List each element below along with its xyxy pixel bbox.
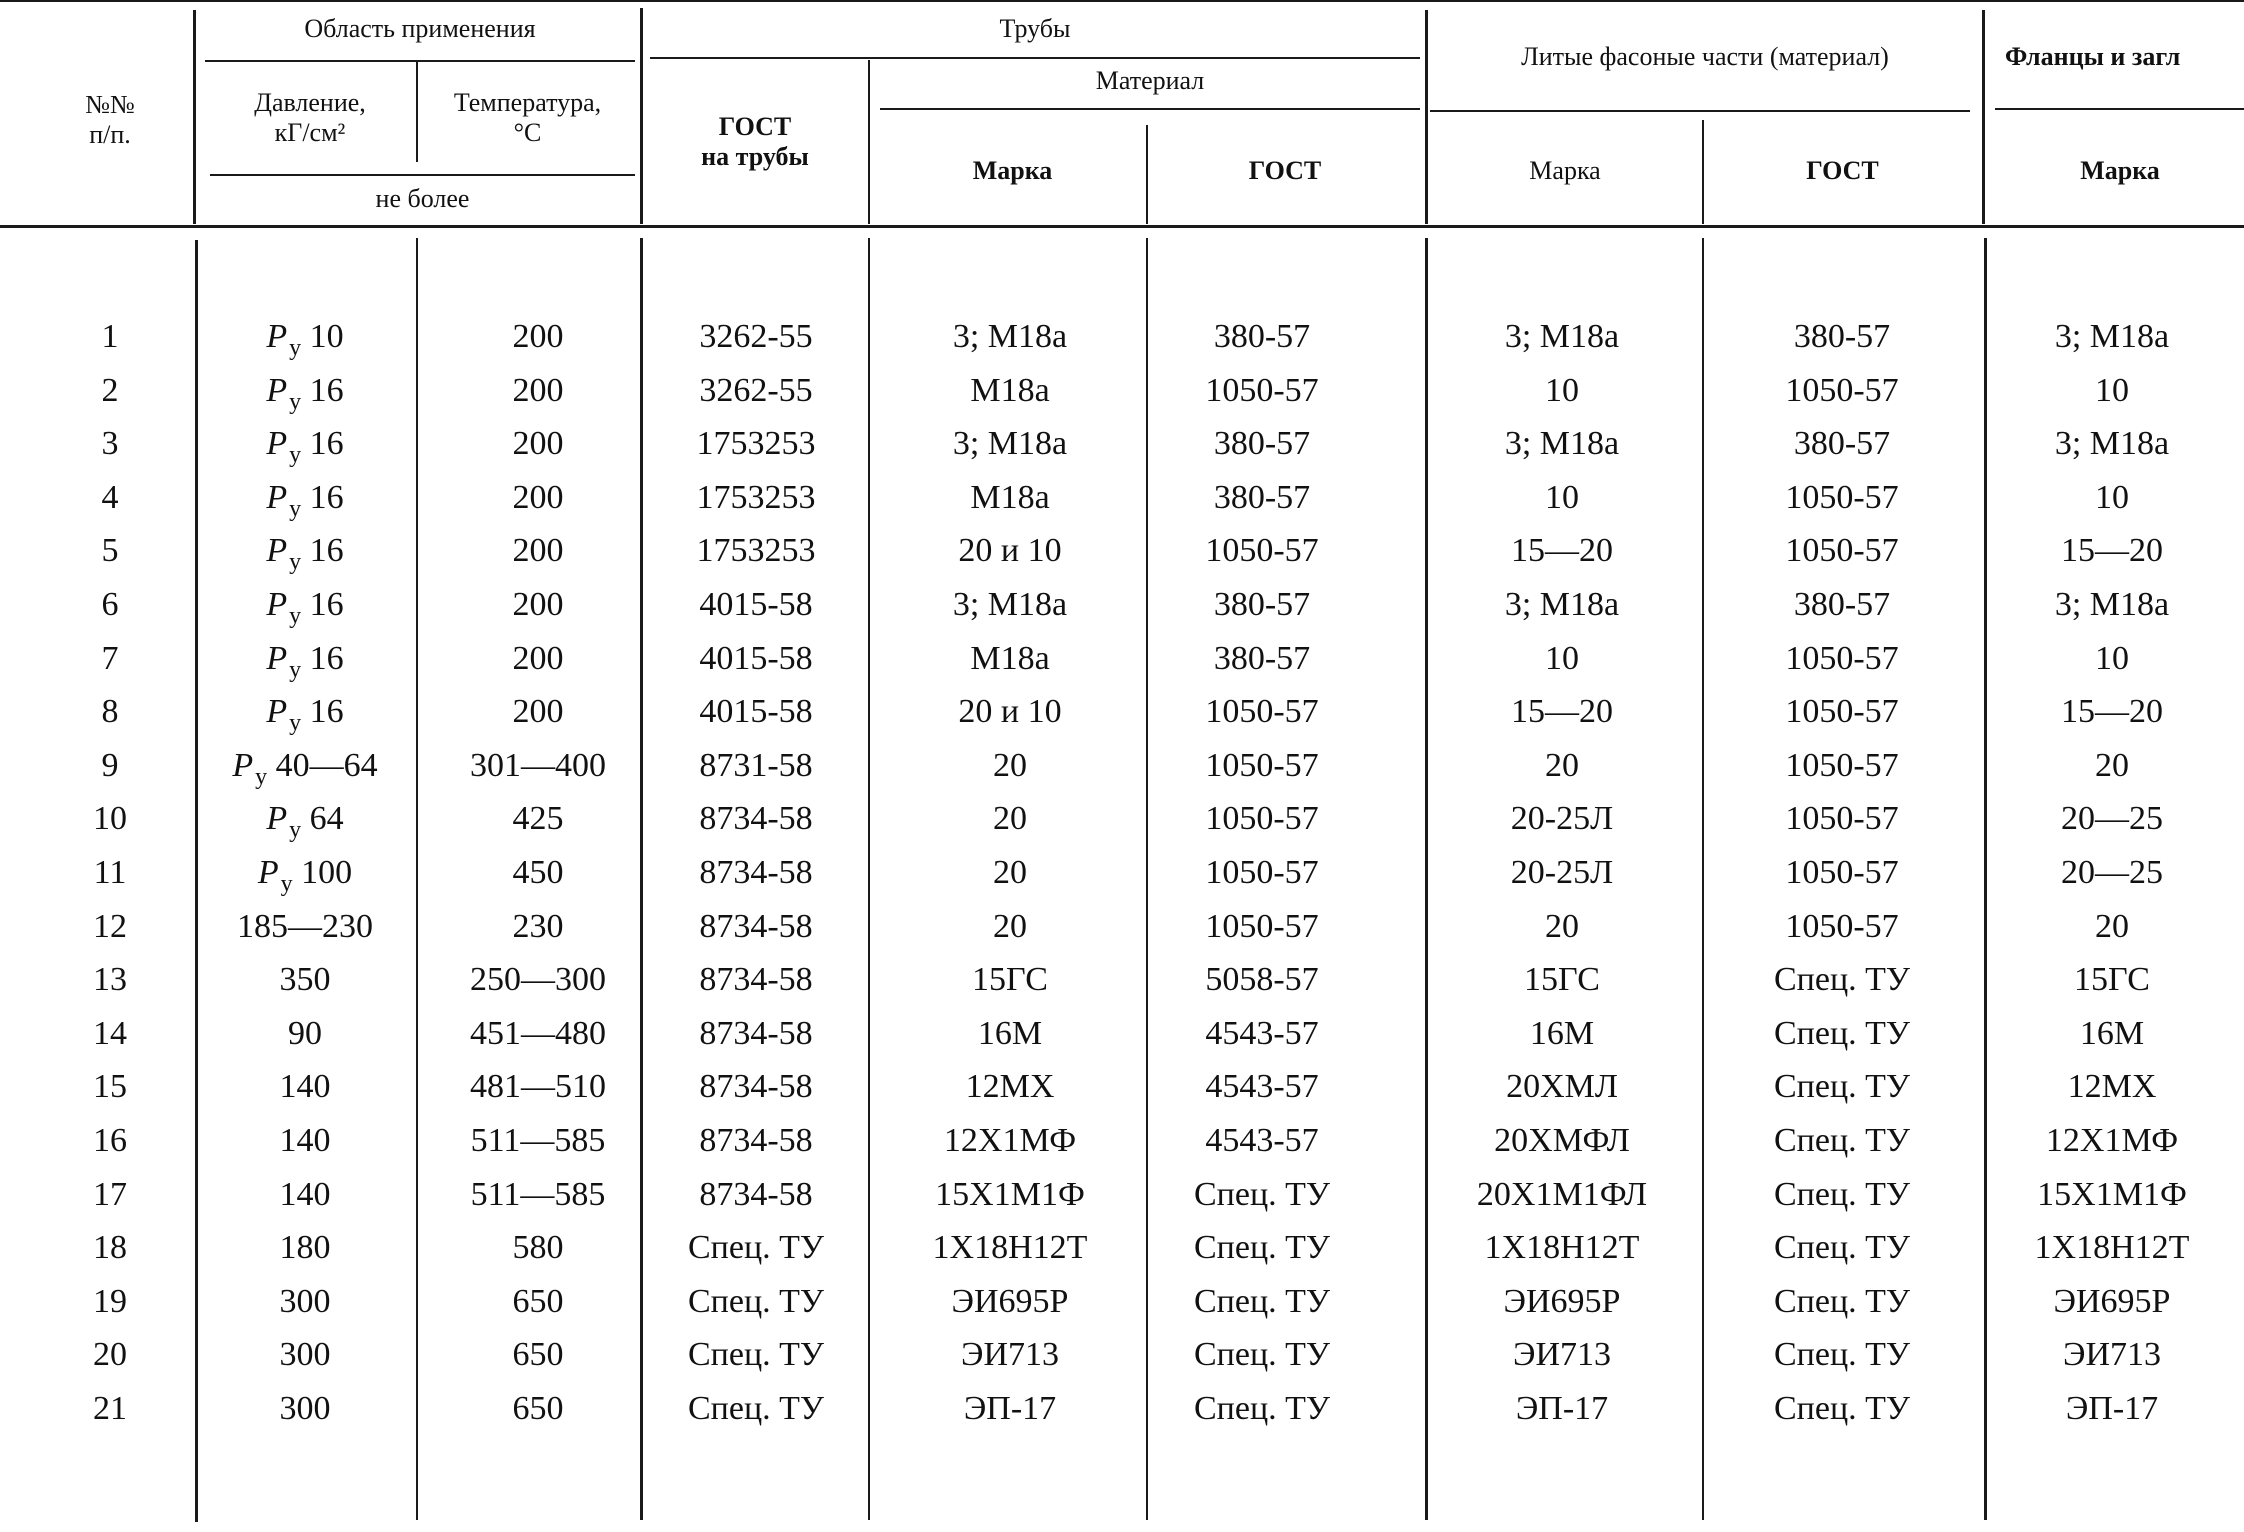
material-gost-cell: 4543-57 <box>1205 1068 1319 1105</box>
flange-mark-cell: 10 <box>2095 640 2129 677</box>
material-gost-cell: 1050-57 <box>1205 908 1319 945</box>
pressure-cell <box>266 425 344 468</box>
pressure-cell <box>266 640 344 683</box>
cast-gost-cell: 380-57 <box>1793 425 1891 462</box>
pipe-gost-cell: 3262-55 <box>699 372 813 409</box>
cast-gost-cell: 1050-57 <box>1785 372 1899 409</box>
material-mark-cell: ЭИ695Р <box>951 1283 1069 1320</box>
material-mark-cell: М18а <box>970 640 1050 677</box>
cast-mark-cell: 20ХМФЛ <box>1494 1122 1630 1159</box>
pressure-subscript: у <box>289 335 302 361</box>
temperature-cell: 200 <box>512 586 564 623</box>
material-mark-cell: М18а <box>970 479 1050 516</box>
flange-mark-cell: 12Х1МФ <box>2045 1122 2179 1159</box>
pressure-subscript: у <box>289 603 302 629</box>
cast-mark-cell: 15—20 <box>1511 532 1613 569</box>
pressure-value: 16 <box>301 532 344 569</box>
flange-mark-cell: 20 <box>2095 747 2129 784</box>
col-divider-7 <box>1982 10 1985 224</box>
pressure-value: 100 <box>292 854 353 891</box>
col-divider-pressure <box>416 62 418 162</box>
temperature-cell: 200 <box>512 479 564 516</box>
temperature-cell: 580 <box>512 1229 564 1266</box>
body-col-divider-7 <box>1702 238 1704 1520</box>
flange-mark-cell: 3; М18а <box>2054 586 2170 623</box>
flange-mark-cell: 20—25 <box>2061 800 2163 837</box>
material-gost-cell: Спец. ТУ <box>1194 1390 1330 1427</box>
body-col-divider-3 <box>640 238 643 1520</box>
cast-gost-cell: Спец. ТУ <box>1774 1068 1910 1105</box>
pressure-subscript: у <box>289 657 302 683</box>
pipe-gost-cell: 4015-58 <box>699 640 813 677</box>
flange-mark-cell: 3; М18а <box>2054 318 2170 355</box>
pipe-gost-cell: 8731-58 <box>699 747 813 784</box>
temperature-cell: 511—585 <box>470 1176 606 1213</box>
pressure-cell: 300 <box>279 1336 331 1373</box>
flange-mark-cell: ЭП-17 <box>2065 1390 2159 1427</box>
row-number: 11 <box>93 854 127 891</box>
material-mark-cell: 15ГС <box>972 961 1048 998</box>
body-col-divider-8 <box>1984 238 1987 1520</box>
pressure-value: 16 <box>301 586 344 623</box>
cast-gost-cell: 1050-57 <box>1785 479 1899 516</box>
temperature-cell: 451—480 <box>470 1015 606 1052</box>
header-mark: Марка <box>972 156 1053 185</box>
pressure-cell <box>266 800 344 843</box>
temperature-cell: 250—300 <box>470 961 606 998</box>
body-col-divider-2 <box>416 238 418 1520</box>
cast-gost-cell: Спец. ТУ <box>1774 1229 1910 1266</box>
area-underline <box>205 60 635 62</box>
pipe-gost-cell: 8734-58 <box>699 800 813 837</box>
row-number: 9 <box>101 747 119 784</box>
cast-mark-cell: 15—20 <box>1511 693 1613 730</box>
material-mark-cell: 12МХ <box>965 1068 1055 1105</box>
pressure-symbol: P <box>266 532 288 569</box>
material-mark-cell: 16М <box>977 1015 1043 1052</box>
header-num: №№ п/п. <box>85 90 135 149</box>
body-col-divider-6 <box>1425 238 1428 1520</box>
temperature-cell: 200 <box>512 318 564 355</box>
pressure-symbol: P <box>266 479 288 516</box>
temperature-cell: 481—510 <box>470 1068 606 1105</box>
material-gost-cell: Спец. ТУ <box>1194 1283 1330 1320</box>
header-area: Область применения <box>304 14 536 43</box>
temperature-cell: 200 <box>512 640 564 677</box>
header-pressure: Давление, кГ/см² <box>254 88 366 147</box>
cast-mark-cell: 10 <box>1545 372 1579 409</box>
cast-mark-cell: 20 <box>1545 747 1579 784</box>
pipe-gost-cell: Спец. ТУ <box>688 1229 824 1266</box>
cast-gost-cell: Спец. ТУ <box>1774 1015 1910 1052</box>
material-underline <box>880 108 1420 110</box>
material-gost-cell: 380-57 <box>1213 425 1311 462</box>
header-material: Материал <box>1095 66 1205 95</box>
material-gost-cell: 380-57 <box>1213 479 1311 516</box>
pressure-value: 10 <box>301 318 344 355</box>
body-col-divider-4 <box>868 238 870 1520</box>
pressure-subscript: у <box>289 496 302 522</box>
pipe-gost-cell: 1753253 <box>696 479 816 516</box>
temperature-cell: 425 <box>512 800 564 837</box>
pressure-symbol: P <box>266 800 288 837</box>
cast-gost-cell: 1050-57 <box>1785 693 1899 730</box>
cast-mark-cell: 20ХМЛ <box>1506 1068 1618 1105</box>
pressure-cell: 140 <box>279 1068 331 1105</box>
flange-mark-cell: 15—20 <box>2061 693 2163 730</box>
flange-mark-cell: 10 <box>2095 372 2129 409</box>
pressure-subscript: у <box>280 871 293 897</box>
material-mark-cell: 20 <box>993 800 1027 837</box>
material-gost-cell: 4543-57 <box>1205 1015 1319 1052</box>
pressure-value: 16 <box>301 640 344 677</box>
cast-mark-cell: 1Х18Н12Т <box>1484 1229 1640 1266</box>
pipe-gost-cell: 1753253 <box>696 532 816 569</box>
pressure-cell: 90 <box>288 1015 322 1052</box>
row-number: 3 <box>101 425 119 462</box>
temperature-cell: 650 <box>512 1283 564 1320</box>
pressure-cell <box>266 586 344 629</box>
pipe-gost-cell: 1753253 <box>696 425 816 462</box>
cast-mark-cell: 3; М18а <box>1504 318 1620 355</box>
flange-mark-cell: 1Х18Н12Т <box>2034 1229 2190 1266</box>
pressure-value: 16 <box>301 425 344 462</box>
pressure-cell <box>266 318 344 361</box>
row-number: 17 <box>93 1176 127 1213</box>
cast-mark-cell: ЭИ695Р <box>1503 1283 1621 1320</box>
pressure-cell <box>266 372 344 415</box>
pressure-value: 16 <box>301 693 344 730</box>
pressure-value: 16 <box>301 479 344 516</box>
cast-gost-cell: 1050-57 <box>1785 908 1899 945</box>
header-flanges: Фланцы и загл <box>2005 42 2181 71</box>
pressure-cell: 180 <box>279 1229 331 1266</box>
row-number: 20 <box>93 1336 127 1373</box>
pipe-gost-cell: 8734-58 <box>699 1068 813 1105</box>
pressure-cell <box>266 479 344 522</box>
col-divider-4 <box>1146 125 1148 224</box>
temperature-cell: 200 <box>512 532 564 569</box>
cast-mark-cell: 3; М18а <box>1504 425 1620 462</box>
row-number: 21 <box>93 1390 127 1427</box>
flange-mark-cell: 20—25 <box>2061 854 2163 891</box>
col-divider-3 <box>868 60 870 224</box>
pressure-symbol: P <box>266 372 288 409</box>
temperature-cell: 450 <box>512 854 564 891</box>
pressure-subscript: у <box>289 817 302 843</box>
pipe-gost-cell: Спец. ТУ <box>688 1283 824 1320</box>
cast-mark-cell: ЭП-17 <box>1515 1390 1609 1427</box>
temperature-cell: 650 <box>512 1390 564 1427</box>
row-number: 8 <box>101 693 119 730</box>
cast-gost-cell: 1050-57 <box>1785 747 1899 784</box>
flange-mark-cell: 15—20 <box>2061 532 2163 569</box>
row-number: 4 <box>101 479 119 516</box>
row-number: 12 <box>93 908 127 945</box>
row-number: 19 <box>93 1283 127 1320</box>
header-flange-mark: Марка <box>2080 156 2160 185</box>
material-gost-cell: 4543-57 <box>1205 1122 1319 1159</box>
pressure-subscript: у <box>255 764 268 790</box>
flange-mark-cell: 20 <box>2095 908 2129 945</box>
pressure-cell: 140 <box>279 1176 331 1213</box>
cast-gost-cell: 380-57 <box>1793 318 1891 355</box>
cast-mark-cell: 15ГС <box>1524 961 1600 998</box>
flange-mark-cell: 15ГС <box>2074 961 2150 998</box>
pressure-symbol: P <box>257 854 279 891</box>
header-gost-pipe: ГОСТ на трубы <box>701 112 809 171</box>
cast-underline <box>1430 110 1970 112</box>
material-gost-cell: Спец. ТУ <box>1194 1176 1330 1213</box>
body-col-divider-5 <box>1146 238 1148 1520</box>
material-gost-cell: 5058-57 <box>1205 961 1319 998</box>
pipe-gost-cell: Спец. ТУ <box>688 1390 824 1427</box>
pipe-gost-cell: 8734-58 <box>699 1122 813 1159</box>
pipe-gost-cell: 4015-58 <box>699 586 813 623</box>
cast-gost-cell: Спец. ТУ <box>1774 1283 1910 1320</box>
flange-mark-cell: 15Х1М1Ф <box>2037 1176 2187 1213</box>
material-gost-cell: Спец. ТУ <box>1194 1336 1330 1373</box>
cast-mark-cell: 10 <box>1545 640 1579 677</box>
cast-gost-cell: Спец. ТУ <box>1774 1176 1910 1213</box>
temperature-cell: 511—585 <box>470 1122 606 1159</box>
row-number: 18 <box>93 1229 127 1266</box>
row-number: 16 <box>93 1122 127 1159</box>
temperature-cell: 200 <box>512 693 564 730</box>
material-gost-cell: 1050-57 <box>1205 693 1319 730</box>
pressure-subscript: у <box>289 389 302 415</box>
material-gost-cell: Спец. ТУ <box>1194 1229 1330 1266</box>
pressure-symbol: P <box>266 640 288 677</box>
flange-mark-cell: 10 <box>2095 479 2129 516</box>
cast-mark-cell: 20-25Л <box>1510 800 1614 837</box>
cast-gost-cell: Спец. ТУ <box>1774 1336 1910 1373</box>
header-gost: ГОСТ <box>1248 156 1322 185</box>
material-gost-cell: 380-57 <box>1213 586 1311 623</box>
material-gost-cell: 1050-57 <box>1205 854 1319 891</box>
flange-mark-cell: 16М <box>2079 1015 2145 1052</box>
header-pipes: Трубы <box>999 14 1071 43</box>
cast-mark-cell: 3; М18а <box>1504 586 1620 623</box>
temperature-cell: 200 <box>512 425 564 462</box>
pipe-gost-cell: 8734-58 <box>699 961 813 998</box>
row-number: 1 <box>101 318 119 355</box>
pressure-symbol: P <box>232 747 254 784</box>
flange-mark-cell: 12МХ <box>2067 1068 2157 1105</box>
pressure-cell: 300 <box>279 1390 331 1427</box>
row-number: 10 <box>93 800 127 837</box>
header-temperature: Температура, °С <box>453 88 602 147</box>
header-bottom-rule <box>0 225 2244 228</box>
pressure-cell: 140 <box>279 1122 331 1159</box>
not-more-overline <box>210 174 635 176</box>
col-divider-6 <box>1702 120 1704 224</box>
row-number: 13 <box>93 961 127 998</box>
material-gost-cell: 1050-57 <box>1205 372 1319 409</box>
material-gost-cell: 380-57 <box>1213 640 1311 677</box>
material-mark-cell: М18а <box>970 372 1050 409</box>
pipe-gost-cell: Спец. ТУ <box>688 1336 824 1373</box>
material-mark-cell: 20 <box>993 747 1027 784</box>
cast-mark-cell: 10 <box>1545 479 1579 516</box>
pressure-cell <box>232 747 378 790</box>
pressure-value: 16 <box>301 372 344 409</box>
cast-mark-cell: 16М <box>1529 1015 1595 1052</box>
header-not-more: не более <box>375 184 470 213</box>
pressure-cell <box>257 854 353 897</box>
cast-gost-cell: 1050-57 <box>1785 800 1899 837</box>
flanges-underline <box>1995 108 2244 110</box>
flange-mark-cell: ЭИ695Р <box>2053 1283 2171 1320</box>
temperature-cell: 301—400 <box>470 747 606 784</box>
cast-mark-cell: 20Х1М1ФЛ <box>1476 1176 1648 1213</box>
cast-mark-cell: ЭИ713 <box>1513 1336 1611 1373</box>
material-mark-cell: 20 <box>993 908 1027 945</box>
pipe-gost-cell: 3262-55 <box>699 318 813 355</box>
temperature-cell: 230 <box>512 908 564 945</box>
row-number: 15 <box>93 1068 127 1105</box>
pressure-cell: 300 <box>279 1283 331 1320</box>
temperature-cell: 650 <box>512 1336 564 1373</box>
pressure-subscript: у <box>289 710 302 736</box>
pressure-symbol: P <box>266 693 288 730</box>
row-number: 14 <box>93 1015 127 1052</box>
pipes-underline <box>650 57 1420 59</box>
cast-gost-cell: 1050-57 <box>1785 640 1899 677</box>
row-number: 6 <box>101 586 119 623</box>
pressure-symbol: P <box>266 425 288 462</box>
material-mark-cell: ЭП-17 <box>963 1390 1057 1427</box>
cast-gost-cell: Спец. ТУ <box>1774 961 1910 998</box>
header-cast-gost: ГОСТ <box>1806 156 1879 185</box>
pressure-subscript: у <box>289 549 302 575</box>
pressure-subscript: у <box>289 442 302 468</box>
top-rule <box>0 0 2244 2</box>
pipe-gost-cell: 4015-58 <box>699 693 813 730</box>
material-gost-cell: 1050-57 <box>1205 532 1319 569</box>
material-mark-cell: ЭИ713 <box>961 1336 1059 1373</box>
pipe-gost-cell: 8734-58 <box>699 854 813 891</box>
flange-mark-cell: ЭИ713 <box>2063 1336 2161 1373</box>
pipe-gost-cell: 8734-58 <box>699 1176 813 1213</box>
pressure-cell <box>266 532 344 575</box>
pressure-value: 40—64 <box>267 747 378 784</box>
temperature-cell: 200 <box>512 372 564 409</box>
cast-mark-cell: 20-25Л <box>1510 854 1614 891</box>
row-number: 7 <box>101 640 119 677</box>
material-mark-cell: 15Х1М1Ф <box>935 1176 1085 1213</box>
cast-gost-cell: Спец. ТУ <box>1774 1390 1910 1427</box>
material-gost-cell: 1050-57 <box>1205 747 1319 784</box>
col-divider-1 <box>193 10 196 224</box>
flange-mark-cell: 3; М18а <box>2054 425 2170 462</box>
header-cast-mark: Марка <box>1529 156 1601 185</box>
pressure-cell: 350 <box>279 961 331 998</box>
material-mark-cell: 20 <box>993 854 1027 891</box>
col-divider-2 <box>640 8 643 224</box>
row-number: 2 <box>101 372 119 409</box>
pressure-cell <box>266 693 344 736</box>
material-mark-cell: 3; М18а <box>952 586 1068 623</box>
row-number: 5 <box>101 532 119 569</box>
header-cast: Литые фасоные части (материал) <box>1521 42 1889 71</box>
body-col-divider-1 <box>195 240 198 1522</box>
cast-mark-cell: 20 <box>1545 908 1579 945</box>
cast-gost-cell: 380-57 <box>1793 586 1891 623</box>
material-mark-cell: 20 и 10 <box>958 532 1062 569</box>
material-mark-cell: 12Х1МФ <box>943 1122 1077 1159</box>
material-mark-cell: 3; М18а <box>952 425 1068 462</box>
cast-gost-cell: 1050-57 <box>1785 532 1899 569</box>
material-gost-cell: 380-57 <box>1213 318 1311 355</box>
pressure-value: 64 <box>301 800 344 837</box>
material-mark-cell: 20 и 10 <box>958 693 1062 730</box>
material-mark-cell: 3; М18а <box>952 318 1068 355</box>
col-divider-5 <box>1425 10 1428 224</box>
cast-gost-cell: 1050-57 <box>1785 854 1899 891</box>
pipe-gost-cell: 8734-58 <box>699 1015 813 1052</box>
pipe-gost-cell: 8734-58 <box>699 908 813 945</box>
pressure-cell: 185—230 <box>237 908 373 945</box>
material-mark-cell: 1Х18Н12Т <box>932 1229 1088 1266</box>
cast-gost-cell: Спец. ТУ <box>1774 1122 1910 1159</box>
pressure-symbol: P <box>266 318 288 355</box>
material-gost-cell: 1050-57 <box>1205 800 1319 837</box>
pressure-symbol: P <box>266 586 288 623</box>
